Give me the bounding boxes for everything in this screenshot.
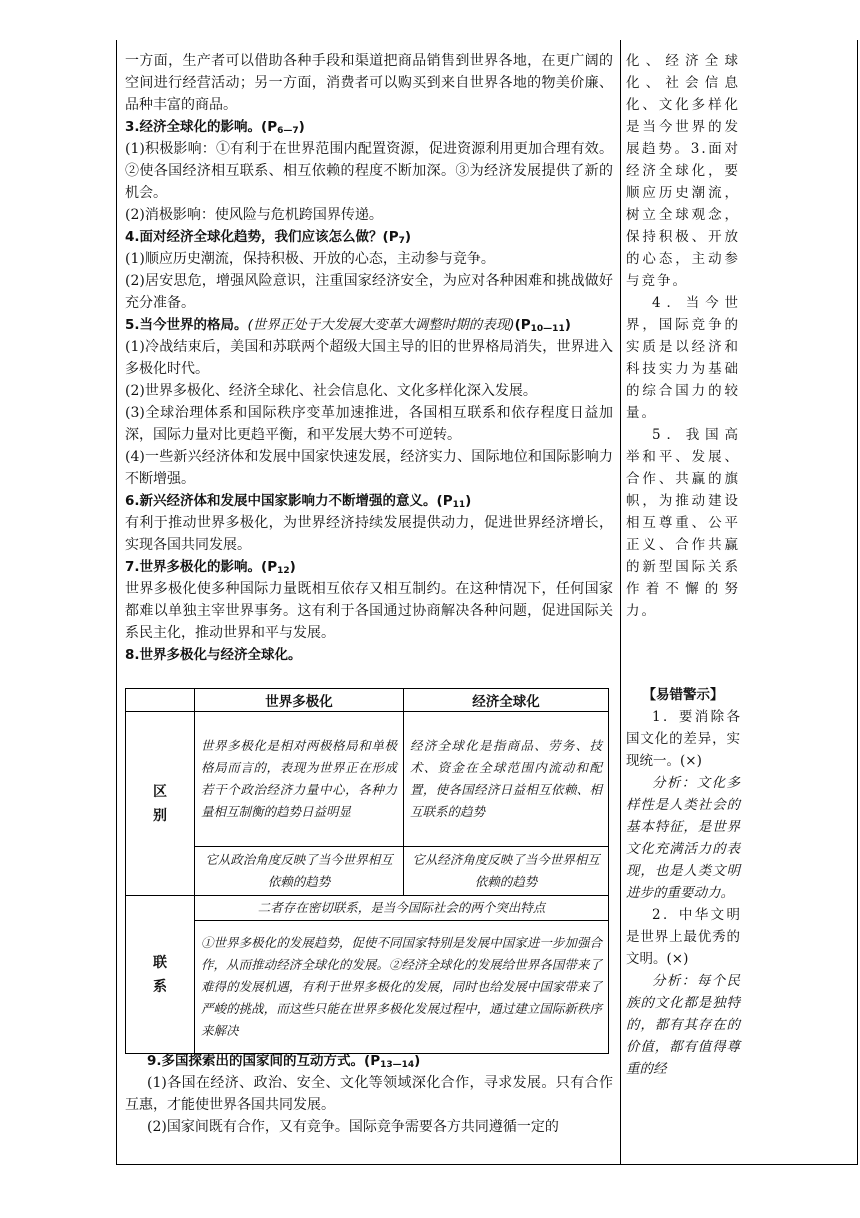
item-3-1: (1)积极影响：①有利于在世界范围内配置资源，促进资源利用更加合理有效。②使各国经济相互联系、相互依赖的程度不断加深。③为经济发展提供了新的机会。 <box>125 141 613 201</box>
warning-1-analysis: 分析：文化多样性是人类社会的基本特征，是世界文化充满活力的表现，也是人类文明进步的重要动力。 <box>626 775 740 901</box>
item-4-2: (2)居安思危，增强风险意识，注重国家经济安全，为应对各种困难和挑战做好充分准备。 <box>125 273 613 311</box>
cell-connection-summary: 二者存在密切联系，是当今国际社会的两个突出特点 <box>195 896 609 921</box>
cell-globalization-angle: 它从经济角度反映了当今世界相互依赖的趋势 <box>404 847 609 896</box>
warning-1: 1．要消除各国文化的差异，实现统一。(×) <box>626 709 740 769</box>
heading-6: 6.新兴经济体和发展中国家影响力不断增强的意义。$(P_{11})$ <box>125 493 472 510</box>
row-label-difference: 区别 <box>126 712 195 896</box>
sidebar-warnings <box>626 684 740 1080</box>
warning-title: 【易错警示】 <box>642 687 724 703</box>
item-5-4: (4)一些新兴经济体和发展中国家快速发展，经济实力、国际地位和国际影响力不断增强。 <box>125 449 613 487</box>
sidebar-summary <box>626 50 740 622</box>
item-5-1: (1)冷战结束后，美国和苏联两个超级大国主导的旧的世界格局消失，世界进入多极化时代。 <box>125 339 613 377</box>
heading-8: 8.世界多极化与经济全球化。 <box>125 647 302 663</box>
heading-5: 5.当今世界的格局。(世界正处于大发展大变革大调整时期的表现)$(P_{10—11})$ <box>125 317 571 334</box>
side-point-5: 5．我国高举和平、发展、合作、共赢的旗帜，为推动建设相互尊重、公平正义、合作共赢的新型国际关系作着不懈的努力。 <box>626 427 740 619</box>
item-3-2: (2)消极影响：使风险与危机跨国界传递。 <box>125 207 383 223</box>
cell-multipolar-definition: 世界多极化是相对两极格局和单极格局而言的，表现为世界正在形成若干个政治经济力量中心，各种力量相互制衡的趋势日益明显 <box>195 712 404 847</box>
table-corner <box>126 689 195 712</box>
warning-2-analysis: 分析：每个民族的文化都是独特的，都有其存在的价值，都有值得尊重的经 <box>626 973 740 1077</box>
cell-multipolar-angle: 它从政治角度反映了当今世界相互依赖的趋势 <box>195 847 404 896</box>
comparison-table <box>125 688 609 1054</box>
item-5-2: (2)世界多极化、经济全球化、社会信息化、文化多样化深入发展。 <box>125 383 537 399</box>
item-7: 世界多极化使多种国际力量既相互依存又相互制约。在这种情况下，任何国家都难以单独主宰世界事务。这有利于各国通过协商解决各种问题，促进国际关系民主化，推动世界和平与发展。 <box>125 581 613 641</box>
item-5-3: (3)全球治理体系和国际秩序变革加速推进，各国相互联系和依存程度日益加深，国际力量对比更趋平衡，和平发展大势不可逆转。 <box>125 405 613 443</box>
item-6: 有利于推动世界多极化，为世界经济持续发展提供动力，促进世界经济增长，实现各国共同发展。 <box>125 515 613 553</box>
item-9-2: (2)国家间既有合作，又有竞争。国际竞争需要各方共同遵循一定的 <box>147 1119 559 1135</box>
lower-section <box>125 1050 613 1138</box>
column-divider <box>620 40 621 1164</box>
warning-2: 2．中华文明是世界上最优秀的文明。(×) <box>626 907 740 967</box>
row-label-connection: 联系 <box>126 896 195 1054</box>
item-4-1: (1)顺应历史潮流，保持积极、开放的心态，主动参与竞争。 <box>125 251 495 267</box>
heading-3: 3.经济全球化的影响。$(P_{6—7})$ <box>125 119 305 136</box>
cell-connection-detail: ①世界多极化的发展趋势，促使不同国家特别是发展中国家进一步加强合作，从而推动经济全球化的发展。②经济全球化的发展给世界各国带来了难得的发展机遇，有利于世界多极化的发展，同时也给发展中国家带来了严峻的挑战，而这些只能在世界多极化发展过程中，通过建立国际新秩序来解决 <box>195 921 609 1054</box>
heading-9: 9.多国探索出的国家间的互动方式。$(P_{13—14})$ <box>147 1053 421 1070</box>
heading-7: 7.世界多极化的影响。$(P_{12})$ <box>125 559 296 576</box>
col-header-globalization: 经济全球化 <box>404 689 609 712</box>
main-column <box>125 50 613 666</box>
col-header-multipolar: 世界多极化 <box>195 689 404 712</box>
heading-4: 4.面对经济全球化趋势，我们应该怎么做？$(P_7)$ <box>125 229 412 246</box>
intro-paragraph: 一方面，生产者可以借助各种手段和渠道把商品销售到世界各地，在更广阔的空间进行经营活动；另一方面，消费者可以购买到来自世界各地的物美价廉、品种丰富的商品。 <box>125 53 613 113</box>
cell-globalization-definition: 经济全球化是指商品、劳务、技术、资金在全球范围内流动和配置，使各国经济日益相互依赖、相互联系的趋势 <box>404 712 609 847</box>
item-9-1: (1)各国在经济、政治、安全、文化等领域深化合作，寻求发展。只有合作互惠，才能使世界各国共同发展。 <box>125 1075 613 1113</box>
side-point-3: 化、经济全球化、社会信息化、文化多样化是当今世界的发展趋势。3.面对经济全球化，要顺应历史潮流，树立全球观念，保持积极、开放的心态，主动参与竞争。 <box>626 53 740 289</box>
side-point-4: 4．当今世界，国际竞争的实质是以经济和科技实力为基础的综合国力的较量。 <box>626 295 740 421</box>
